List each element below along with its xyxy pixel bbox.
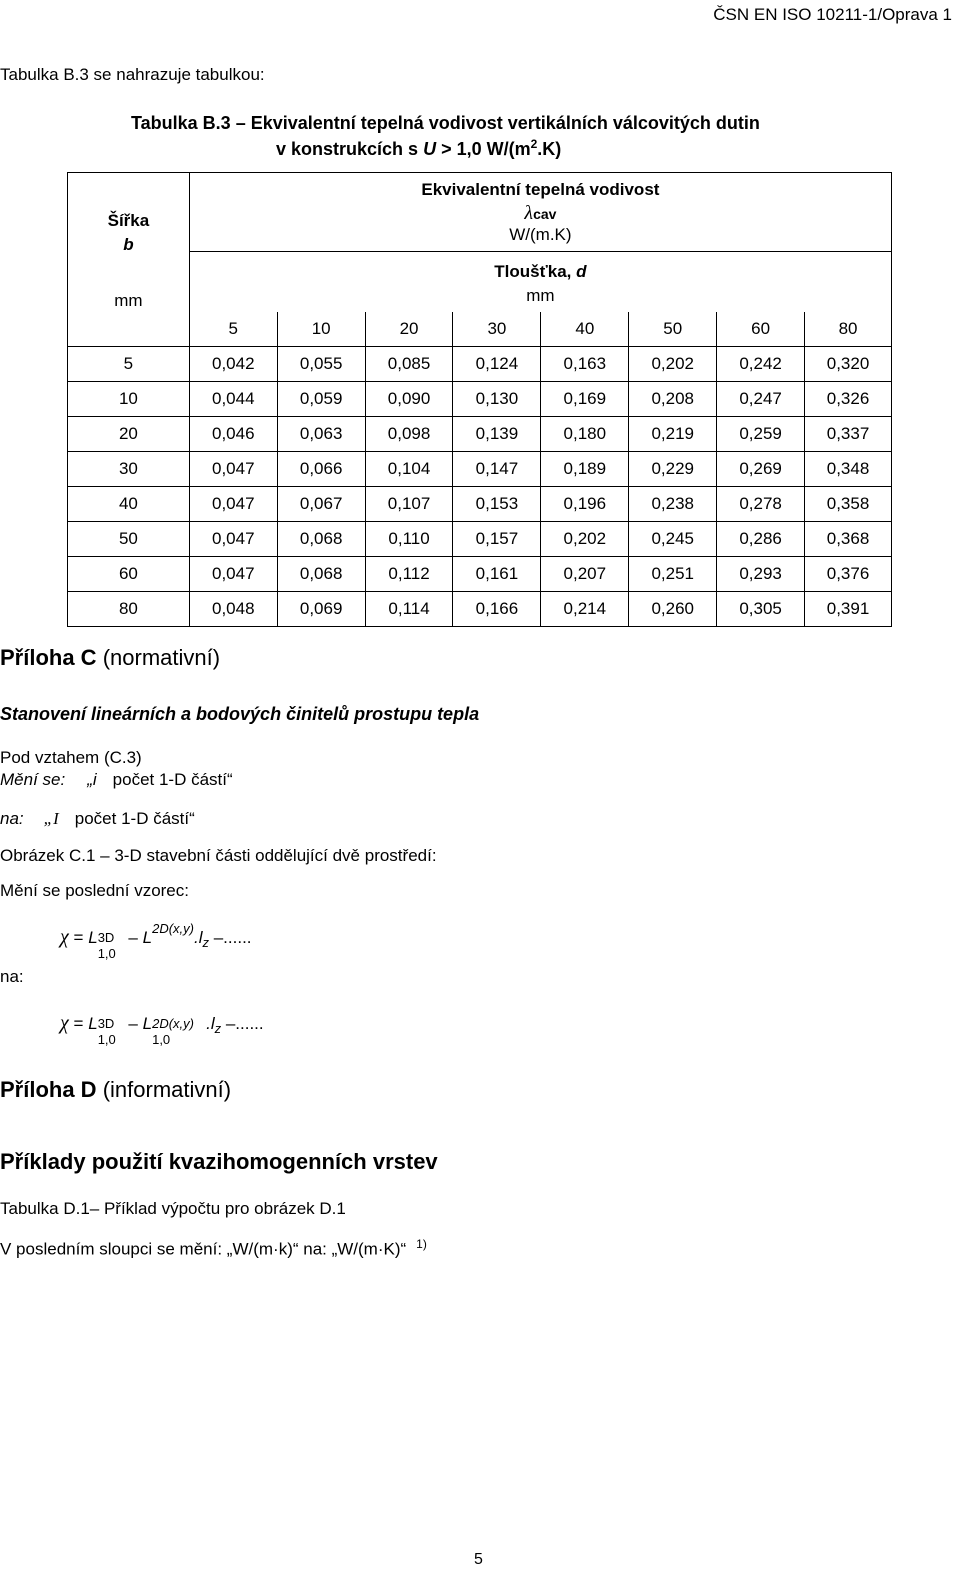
- value-cell: 0,048: [189, 592, 277, 627]
- annex-c-p4: Obrázek C.1 – 3-D stavební části oddělující dvě prostředí:: [0, 846, 437, 865]
- value-cell: 0,326: [805, 382, 892, 417]
- value-cell: 0,114: [365, 592, 453, 627]
- thickness-cell: 80: [805, 312, 892, 347]
- value-cell: 0,391: [805, 592, 892, 627]
- value-cell: 0,337: [805, 417, 892, 452]
- formula-corrected: χ = L 3D 1,0 – L 2D(x,y) 1,0 $.l_z$ –......: [60, 1012, 264, 1047]
- annex-d-p2: V posledním sloupci se mění: „W/(m·k)“ na: „W/(m·K)“ $^{1)}$: [0, 1237, 427, 1259]
- thickness-cell: 60: [717, 312, 805, 347]
- width-column-header: Šířka b mm: [68, 173, 190, 347]
- value-cell: 0,202: [629, 347, 717, 382]
- value-cell: 0,207: [541, 557, 629, 592]
- value-cell: 0,245: [629, 522, 717, 557]
- value-cell: 0,130: [453, 382, 541, 417]
- value-cell: 0,104: [365, 452, 453, 487]
- thickness-cell: 5: [189, 312, 277, 347]
- value-cell: 0,166: [453, 592, 541, 627]
- value-cell: 0,286: [717, 522, 805, 557]
- row-width-cell: 50: [68, 522, 190, 557]
- annex-c-p3: na: „I počet 1-D částí“: [0, 809, 195, 828]
- value-cell: 0,059: [277, 382, 365, 417]
- value-cell: 0,259: [717, 417, 805, 452]
- value-cell: 0,107: [365, 487, 453, 522]
- value-cell: 0,180: [541, 417, 629, 452]
- row-width-cell: 10: [68, 382, 190, 417]
- value-cell: 0,090: [365, 382, 453, 417]
- row-width-cell: 5: [68, 347, 190, 382]
- value-cell: 0,124: [453, 347, 541, 382]
- value-cell: 0,055: [277, 347, 365, 382]
- value-cell: 0,189: [541, 452, 629, 487]
- value-cell: 0,063: [277, 417, 365, 452]
- annex-c-subtitle: Stanovení lineárních a bodových činitelů prostupu tepla: [0, 704, 480, 724]
- value-cell: 0,047: [189, 557, 277, 592]
- annex-d-p1: Tabulka D.1– Příklad výpočtu pro obrázek D.1: [0, 1199, 346, 1218]
- value-cell: 0,068: [277, 557, 365, 592]
- thickness-cell: 50: [629, 312, 717, 347]
- row-width-cell: 30: [68, 452, 190, 487]
- value-cell: 0,042: [189, 347, 277, 382]
- thickness-cell: 10: [277, 312, 365, 347]
- value-cell: 0,112: [365, 557, 453, 592]
- annex-c-p5: Mění se poslední vzorec:: [0, 881, 189, 900]
- value-cell: 0,047: [189, 452, 277, 487]
- value-cell: 0,260: [629, 592, 717, 627]
- thickness-cell: 40: [541, 312, 629, 347]
- conductivity-table: [67, 172, 892, 627]
- value-cell: 0,046: [189, 417, 277, 452]
- value-cell: 0,376: [805, 557, 892, 592]
- value-cell: 0,098: [365, 417, 453, 452]
- value-cell: 0,066: [277, 452, 365, 487]
- page-number: 5: [474, 1551, 483, 1568]
- row-width-cell: 80: [68, 592, 190, 627]
- value-cell: 0,147: [453, 452, 541, 487]
- table-row: [68, 487, 892, 522]
- annex-c-p6: na:: [0, 967, 24, 986]
- value-cell: 0,085: [365, 347, 453, 382]
- table-row: [68, 382, 892, 417]
- value-cell: 0,214: [541, 592, 629, 627]
- row-width-cell: 60: [68, 557, 190, 592]
- annex-c-p1: Pod vztahem (C.3): [0, 748, 142, 767]
- annex-c-p2: Mění se: „i počet 1-D částí“: [0, 770, 233, 789]
- value-cell: 0,229: [629, 452, 717, 487]
- row-width-cell: 40: [68, 487, 190, 522]
- value-cell: 0,069: [277, 592, 365, 627]
- value-cell: 0,110: [365, 522, 453, 557]
- value-cell: 0,068: [277, 522, 365, 557]
- annex-c-title: Příloha C (normativní): [0, 645, 221, 670]
- value-cell: 0,368: [805, 522, 892, 557]
- thickness-cell: 20: [365, 312, 453, 347]
- value-cell: 0,293: [717, 557, 805, 592]
- value-cell: 0,320: [805, 347, 892, 382]
- table-title-line1: Tabulka B.3 – Ekvivalentní tepelná vodivost vertikálních válcovitých dutin: [131, 113, 760, 133]
- value-cell: 0,242: [717, 347, 805, 382]
- table-title-line2: v konstrukcích s U > 1,0 $W/(m^2.K)$: [276, 137, 562, 159]
- value-cell: 0,047: [189, 522, 277, 557]
- row-width-cell: 20: [68, 417, 190, 452]
- value-cell: 0,208: [629, 382, 717, 417]
- value-cell: 0,139: [453, 417, 541, 452]
- conductivity-header: Ekvivalentní tepelná vodivost λcav W/(m.K): [189, 173, 891, 252]
- value-cell: 0,348: [805, 452, 892, 487]
- table-row: [68, 557, 892, 592]
- value-cell: 0,202: [541, 522, 629, 557]
- table-row: [68, 417, 892, 452]
- annex-d-title: Příloha D (informativní): [0, 1077, 232, 1102]
- value-cell: 0,044: [189, 382, 277, 417]
- value-cell: 0,067: [277, 487, 365, 522]
- value-cell: 0,153: [453, 487, 541, 522]
- value-cell: 0,358: [805, 487, 892, 522]
- value-cell: 0,269: [717, 452, 805, 487]
- value-cell: 0,247: [717, 382, 805, 417]
- value-cell: 0,219: [629, 417, 717, 452]
- table-row: [68, 522, 892, 557]
- value-cell: 0,196: [541, 487, 629, 522]
- document-id: ČSN EN ISO 10211-1/Oprava 1: [713, 5, 952, 24]
- intro-text: Tabulka B.3 se nahrazuje tabulkou:: [0, 65, 265, 84]
- value-cell: 0,305: [717, 592, 805, 627]
- value-cell: 0,163: [541, 347, 629, 382]
- value-cell: 0,161: [453, 557, 541, 592]
- value-cell: 0,157: [453, 522, 541, 557]
- thickness-cell: 30: [453, 312, 541, 347]
- table-row: [68, 452, 892, 487]
- value-cell: 0,278: [717, 487, 805, 522]
- value-cell: 0,169: [541, 382, 629, 417]
- formula-original: χ = L 3D 1,0 – $L^{2D(x,y)}.l_z$ –......: [60, 921, 252, 961]
- value-cell: 0,047: [189, 487, 277, 522]
- table-row: [68, 592, 892, 627]
- value-cell: 0,238: [629, 487, 717, 522]
- thickness-header: Tloušťka, d mm: [189, 252, 891, 313]
- table-row: [68, 347, 892, 382]
- value-cell: 0,251: [629, 557, 717, 592]
- annex-d-subtitle: Příklady použití kvazihomogenních vrstev: [0, 1149, 438, 1174]
